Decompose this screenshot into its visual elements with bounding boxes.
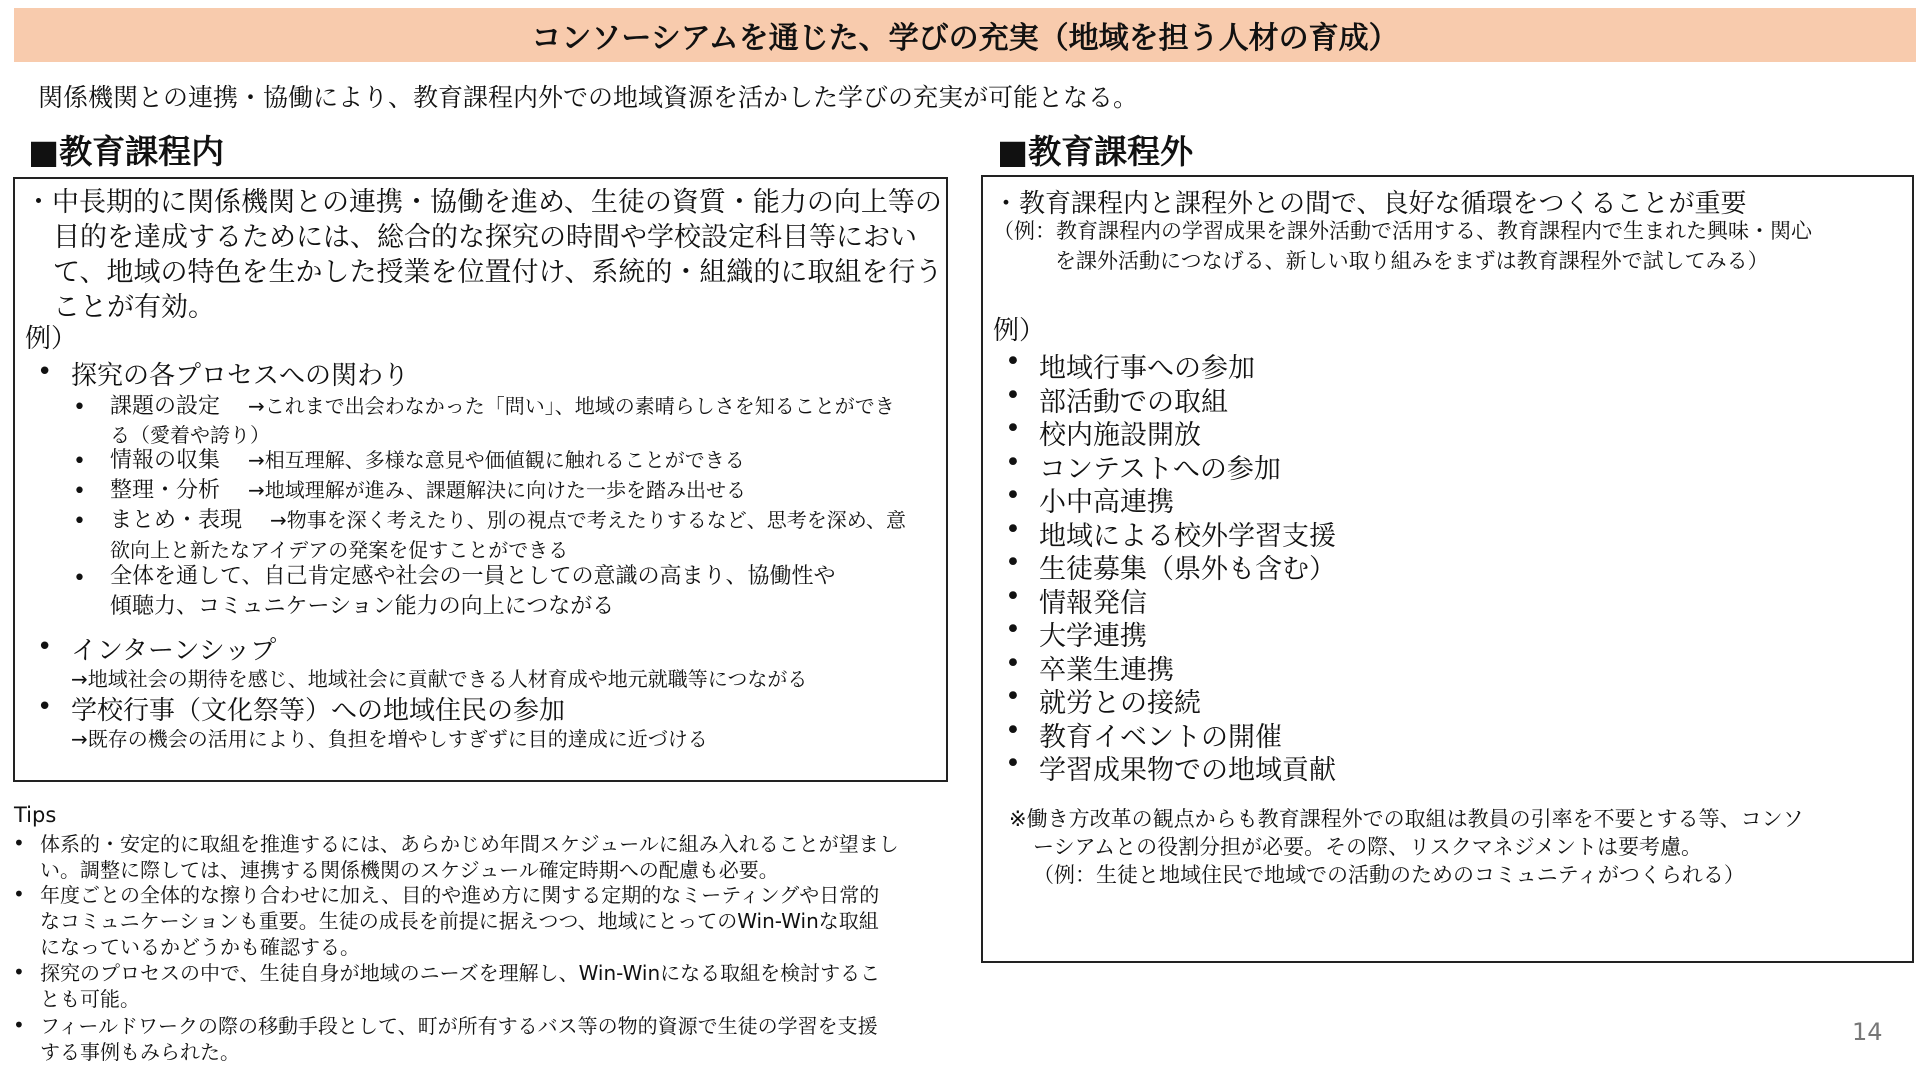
sub-item-note: →地域理解が進み、課題解決に向けた一歩を踏み出せる [248, 478, 746, 502]
sub-item-note: →物事を深く考えたり、別の視点で考えたりするなど、思考を深め、意 [270, 508, 906, 532]
bullet-icon: • [1005, 413, 1021, 444]
bullet-icon: • [1005, 580, 1021, 612]
bullet-icon: • [13, 831, 25, 855]
tips-item-line: フィールドワークの際の移動手段として、町が所有するバス等の物的資源で生徒の学習を支援 [40, 1014, 878, 1038]
example-label: 例） [25, 324, 78, 354]
right-list-item: 就労との接続 [1039, 688, 1201, 719]
right-list-item: 部活動での取組 [1039, 386, 1228, 418]
right-list-item: 卒業生連携 [1039, 654, 1174, 686]
right-list-item: 教育イベントの開催 [1039, 721, 1282, 753]
tips-item-line: なコミュニケーションも重要。生徒の成長を前提に据えつつ、地域にとってのWin-Winな取組 [40, 909, 879, 933]
sub-item-note: →相互理解、多様な意見や価値観に触れることができる [248, 448, 745, 472]
sub-item-term: 情報の収集 [110, 448, 221, 473]
bullet-icon: • [37, 692, 53, 722]
list-item-note: →地域社会の期待を感じ、地域社会に貢献できる人材育成や地元就職等につながる [71, 667, 808, 691]
bullet-icon: • [13, 1013, 25, 1037]
bullet-icon: • [1005, 379, 1021, 411]
intro-line: ・中長期的に関係機関との連携・協働を進め、生徒の資質・能力の向上等の [25, 187, 942, 218]
bullet-icon: • [1005, 647, 1021, 679]
right-list-item: 生徒募集（県外も含む） [1039, 554, 1336, 585]
sub-item-note-cont: 欲向上と新たなアイデアの発案を促すことができる [110, 538, 569, 562]
sub-item-cont: 傾聴力、コミュニケーション能力の向上につながる [110, 594, 615, 619]
bullet-icon: • [37, 632, 53, 662]
bullet-icon: • [1005, 714, 1021, 746]
right-example-line: を課外活動につなげる、新しい取り組みをまずは教育課程外で試してみる） [1055, 249, 1769, 273]
bullet-icon: • [1005, 681, 1021, 712]
tips-item-line: 年度ごとの全体的な擦り合わせに加え、目的や進め方に関する定期的なミーティングや日常的 [40, 883, 880, 907]
bullet-icon: • [73, 479, 86, 504]
sub-item-term: まとめ・表現 [110, 508, 243, 533]
bullet-icon: • [73, 449, 86, 474]
tips-item-line: 体系的・安定的に取組を推進するには、あらかじめ年間スケジュールに組み入れることが望まし [40, 832, 899, 856]
in-curriculum-box [13, 177, 948, 782]
sub-item [110, 476, 746, 505]
sub-item-term: 整理・分析 [110, 478, 221, 503]
bullet-icon: • [1005, 547, 1021, 578]
right-list-item: 小中高連携 [1039, 487, 1174, 518]
sub-item [110, 446, 745, 475]
subtitle: 関係機関との連携・協働により、教育課程内外での地域資源を活かした学びの充実が可能となる。 [38, 83, 1139, 112]
page-title-bar [14, 8, 1916, 62]
bullet-icon: • [13, 882, 25, 906]
page-number: 14 [1852, 1018, 1883, 1046]
tips-item-line: 探究のプロセスの中で、生徒自身が地域のニーズを理解し、Win-Winになる取組を検討するこ [40, 961, 881, 985]
tips-title: Tips [14, 803, 57, 827]
right-list-item: 大学連携 [1039, 621, 1147, 652]
right-list-item: 校内施設開放 [1039, 420, 1201, 451]
bullet-icon: • [1005, 346, 1021, 377]
list-item-note: →既存の機会の活用により、負担を増やしすぎずに目的達成に近づける [71, 727, 708, 751]
out-curriculum-box [981, 175, 1914, 963]
right-list-item: 学習成果物での地域貢献 [1039, 755, 1336, 786]
bullet-icon: • [1005, 614, 1021, 645]
bullet-icon: • [73, 566, 86, 591]
bullet-icon: • [13, 960, 25, 984]
bullet-icon: • [1005, 446, 1021, 478]
right-intro: ・教育課程内と課程外との間で、良好な循環をつくることが重要 [993, 189, 1747, 219]
right-section-heading: ■教育課程外 [997, 132, 1194, 171]
right-list-item: 地域行事への参加 [1039, 353, 1255, 384]
right-list-item: 地域による校外学習支援 [1039, 520, 1336, 552]
tips-item-line: とも可能。 [40, 987, 140, 1011]
bullet-icon: • [1005, 480, 1021, 511]
sub-item [110, 392, 895, 421]
right-note-line: （例：生徒と地域住民で地域での活動のためのコミュニティがつくられる） [1033, 863, 1745, 887]
sub-item: 全体を通して、自己肯定感や社会の一員としての意識の高まり、協働性や [110, 564, 836, 589]
bullet-icon: • [73, 395, 86, 420]
left-section-heading: ■教育課程内 [28, 132, 225, 171]
intro-line: て、地域の特色を生かした授業を位置付け、系統的・組織的に取組を行う [53, 257, 943, 288]
bullet-icon: • [1005, 748, 1021, 779]
sub-item-term: 課題の設定 [110, 394, 221, 419]
list-item: 探究の各プロセスへの関わり [71, 361, 410, 391]
page-title: コンソーシアムを通じた、学びの充実（地域を担う人材の育成） [531, 21, 1399, 56]
list-item: 学校行事（文化祭等）への地域住民の参加 [71, 696, 566, 726]
tips-item-line: になっているかどうかも確認する。 [40, 935, 360, 959]
tips-item-line: する事例もみられた。 [40, 1040, 240, 1064]
intro-line: 目的を達成するためには、総合的な探究の時間や学校設定科目等におい [53, 222, 917, 253]
sub-item-note-cont: る（愛着や誇り） [110, 423, 270, 447]
example-label: 例） [993, 316, 1046, 346]
list-item: インターンシップ [71, 636, 277, 666]
tips-item-line: い。調整に際しては、連携する関係機関のスケジュール確定時期への配慮も必要。 [40, 858, 779, 882]
bullet-icon: • [37, 357, 53, 387]
bullet-icon: • [73, 509, 86, 534]
right-note-line: ーシアムとの役割分担が必要。その際、リスクマネジメントは要考慮。 [1033, 835, 1703, 859]
intro-line: ことが有効。 [53, 292, 215, 323]
right-list-item: コンテストへの参加 [1039, 453, 1281, 485]
sub-item-note: →これまで出会わなかった「問い」、地域の素晴らしさを知ることができ [248, 394, 895, 418]
sub-item [110, 506, 906, 535]
bullet-icon: • [1005, 513, 1021, 545]
right-note-line: ※働き方改革の観点からも教育課程外での取組は教員の引率を不要とする等、コンソ [1009, 807, 1804, 831]
right-example-line: （例：教育課程内の学習成果を課外活動で活用する、教育課程内で生まれた興味・関心 [993, 219, 1812, 243]
right-list-item: 情報発信 [1039, 587, 1147, 619]
